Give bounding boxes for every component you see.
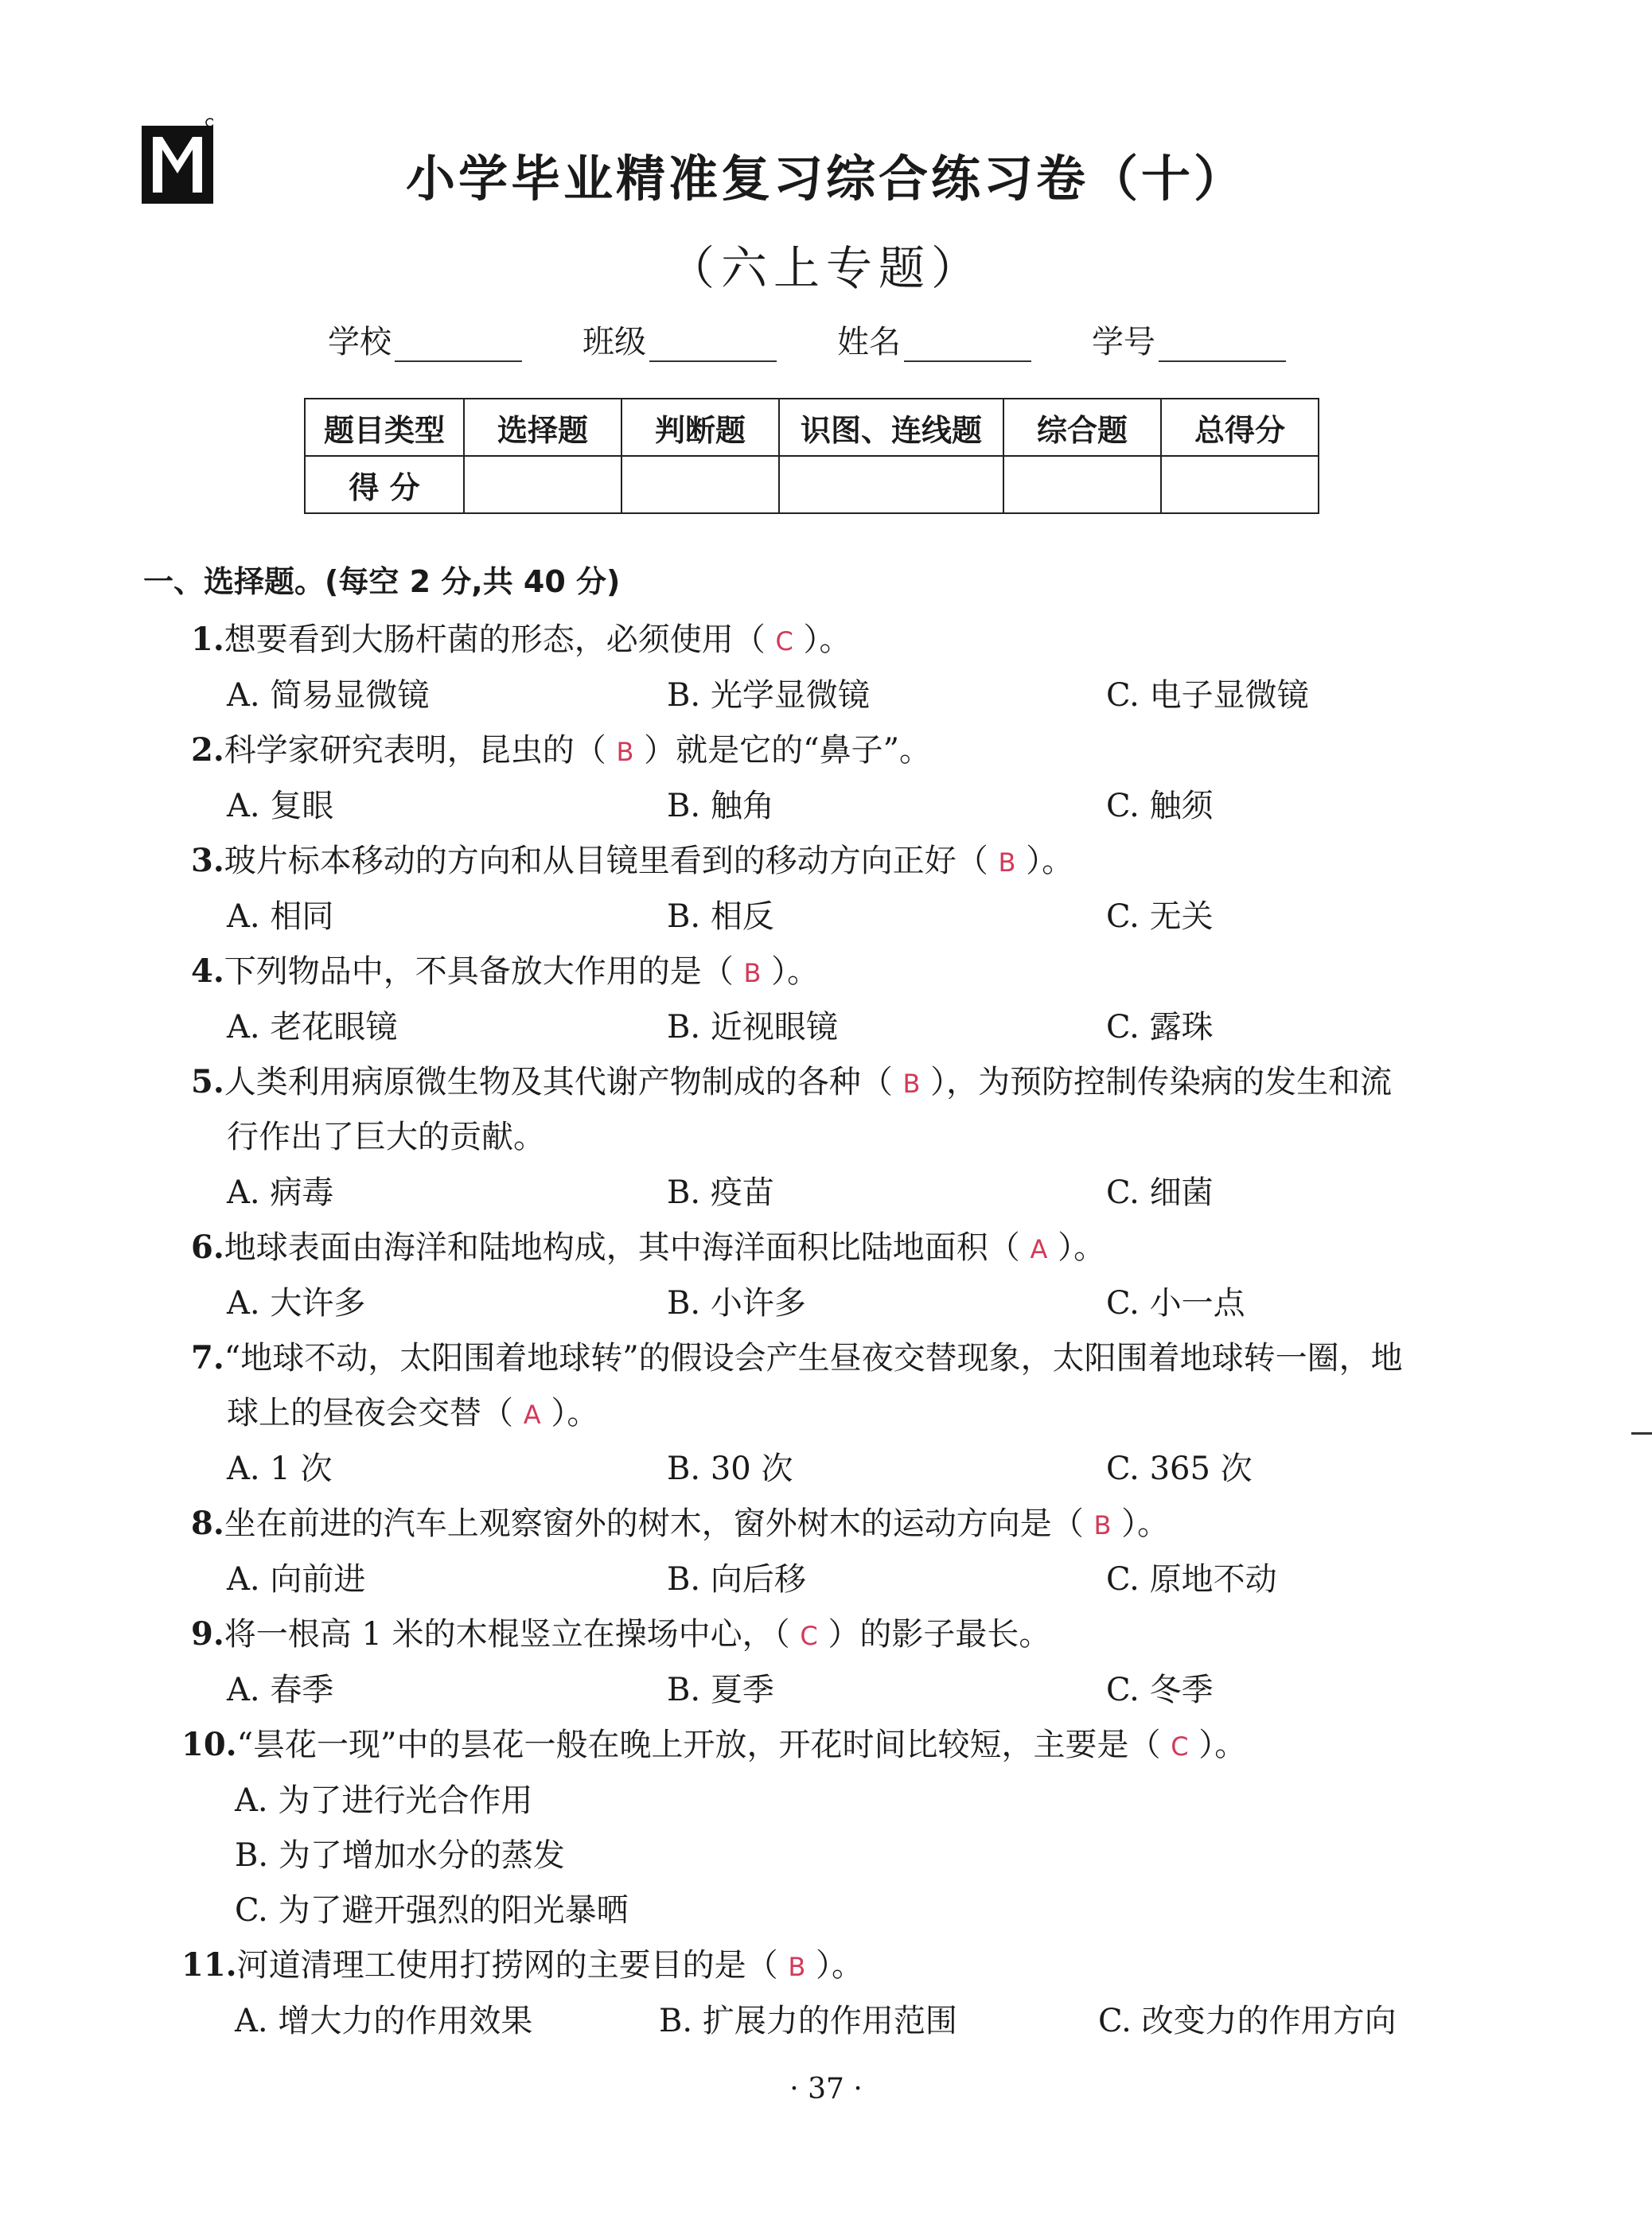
header-choice: 选择题 — [464, 399, 621, 456]
option-b: B. 向后移 — [667, 1561, 806, 1598]
info-name: 姓名 — [837, 317, 1031, 362]
info-class: 班级 — [582, 317, 777, 362]
question-7: 7.“地球不动，太阳围着地球转”的假设会产生昼夜交替现象，太阳围着地球转一圈，地 — [191, 1339, 1403, 1377]
option-a: A. 复眼 — [227, 788, 334, 824]
option-b: B. 夏季 — [667, 1672, 774, 1708]
header-judge: 判断题 — [621, 399, 779, 456]
edge-mark — [1631, 1432, 1652, 1435]
option-b: B. 疫苗 — [667, 1174, 774, 1211]
question-8: 8.坐在前进的汽车上观察窗外的树木，窗外树木的运动方向是（ B ）。 — [191, 1505, 1170, 1542]
question-9: 9.将一根高 1 米的木棍竖立在操场中心，（ C ）的影子最长。 — [191, 1615, 1051, 1653]
answer-mark: C — [775, 626, 793, 656]
question-4: 4.下列物品中，不具备放大作用的是（ B ）。 — [191, 952, 820, 990]
info-school: 学校 — [328, 317, 522, 362]
option-c: C. 小一点 — [1106, 1285, 1245, 1322]
option-a: A. 大许多 — [227, 1285, 366, 1322]
score-cell[interactable] — [621, 456, 779, 513]
option-c: C. 电子显微镜 — [1106, 677, 1309, 714]
question-5: 5.人类利用病原微生物及其代谢产物制成的各种（ B ），为预防控制传染病的发生和流 — [191, 1063, 1393, 1100]
question-7-continued: 球上的昼夜会交替（ A ）。 — [227, 1395, 599, 1431]
question-3: 3.玻片标本移动的方向和从目镜里看到的移动方向正好（ B ）。 — [191, 842, 1074, 879]
answer-mark: A — [1030, 1234, 1048, 1264]
option-c: C. 无关 — [1106, 898, 1214, 935]
option-c: C. 触须 — [1106, 788, 1214, 824]
option-a: A. 向前进 — [227, 1561, 366, 1598]
question-1: 1.想要看到大肠杆菌的形态，必须使用（ C ）。 — [191, 621, 851, 658]
option-a: A. 病毒 — [227, 1174, 334, 1211]
answer-mark: C — [1171, 1731, 1189, 1762]
answer-mark: C — [800, 1621, 818, 1651]
question-6: 6.地球表面由海洋和陆地构成，其中海洋面积比陆地面积（ A ）。 — [191, 1229, 1106, 1266]
option-c: C. 细菌 — [1106, 1174, 1214, 1211]
section-title: 一、选择题。(每空 2 分,共 40 分) — [143, 564, 621, 599]
option-a: A. 1 次 — [227, 1451, 333, 1487]
option-c: C. 改变力的作用方向 — [1098, 2003, 1397, 2039]
question-2: 2.科学家研究表明，昆虫的（ B ）就是它的“鼻子”。 — [191, 731, 932, 769]
option-c: C. 365 次 — [1106, 1451, 1253, 1487]
option-c: C. 原地不动 — [1106, 1561, 1277, 1598]
score-cell[interactable] — [464, 456, 621, 513]
score-table-row — [305, 456, 1319, 513]
option-b: B. 光学显微镜 — [667, 677, 870, 714]
question-11: 11.河道清理工使用打捞网的主要目的是（ B ）。 — [181, 1946, 863, 1984]
header-type: 题目类型 — [305, 399, 464, 456]
answer-mark: A — [523, 1400, 541, 1430]
question-5-continued: 行作出了巨大的贡献。 — [227, 1119, 545, 1155]
option-c: C. 露珠 — [1106, 1009, 1214, 1046]
page-number: · 37 · — [789, 2073, 863, 2105]
option-b: B. 扩展力的作用范围 — [659, 2003, 957, 2039]
answer-mark: B — [616, 737, 634, 767]
answer-mark: B — [998, 847, 1016, 878]
option-a: A. 老花眼镜 — [227, 1009, 398, 1046]
score-cell[interactable] — [1003, 456, 1161, 513]
option-a: A. 增大力的作用效果 — [235, 2003, 533, 2039]
answer-mark: B — [788, 1952, 806, 1982]
option-c: C. 为了避开强烈的阳光暴晒 — [235, 1892, 629, 1929]
info-student-id: 学号 — [1092, 317, 1286, 362]
option-a: A. 春季 — [227, 1672, 334, 1708]
option-b: B. 30 次 — [667, 1451, 793, 1487]
page-subtitle: （六上专题） — [668, 241, 984, 295]
score-cell[interactable] — [1161, 456, 1319, 513]
option-b: B. 为了增加水分的蒸发 — [235, 1837, 565, 1874]
header-total: 总得分 — [1161, 399, 1319, 456]
score-table — [304, 398, 1319, 514]
answer-mark: B — [743, 958, 762, 988]
row-label: 得 分 — [305, 456, 464, 513]
option-a: A. 相同 — [227, 898, 334, 935]
option-b: B. 近视眼镜 — [667, 1009, 838, 1046]
class-field[interactable] — [649, 330, 777, 362]
option-b: B. 小许多 — [667, 1285, 806, 1322]
option-c: C. 冬季 — [1106, 1672, 1214, 1708]
header-comprehensive: 综合题 — [1003, 399, 1161, 456]
school-field[interactable] — [395, 330, 522, 362]
option-a: A. 简易显微镜 — [227, 677, 430, 714]
page-title: 小学毕业精准复习综合练习卷（十） — [405, 150, 1246, 208]
score-table-header — [305, 399, 1319, 456]
answer-mark: B — [902, 1069, 921, 1099]
option-b: B. 相反 — [667, 898, 774, 935]
student-id-field[interactable] — [1159, 330, 1286, 362]
option-b: B. 触角 — [667, 788, 774, 824]
question-10: 10.“昙花一现”中的昙花一般在晚上开放，开花时间比较短，主要是（ C ）。 — [181, 1726, 1247, 1763]
score-cell[interactable] — [779, 456, 1003, 513]
answer-mark: B — [1093, 1510, 1112, 1540]
name-field[interactable] — [904, 330, 1031, 362]
option-a: A. 为了进行光合作用 — [235, 1782, 533, 1819]
header-diagram: 识图、连线题 — [779, 399, 1003, 456]
